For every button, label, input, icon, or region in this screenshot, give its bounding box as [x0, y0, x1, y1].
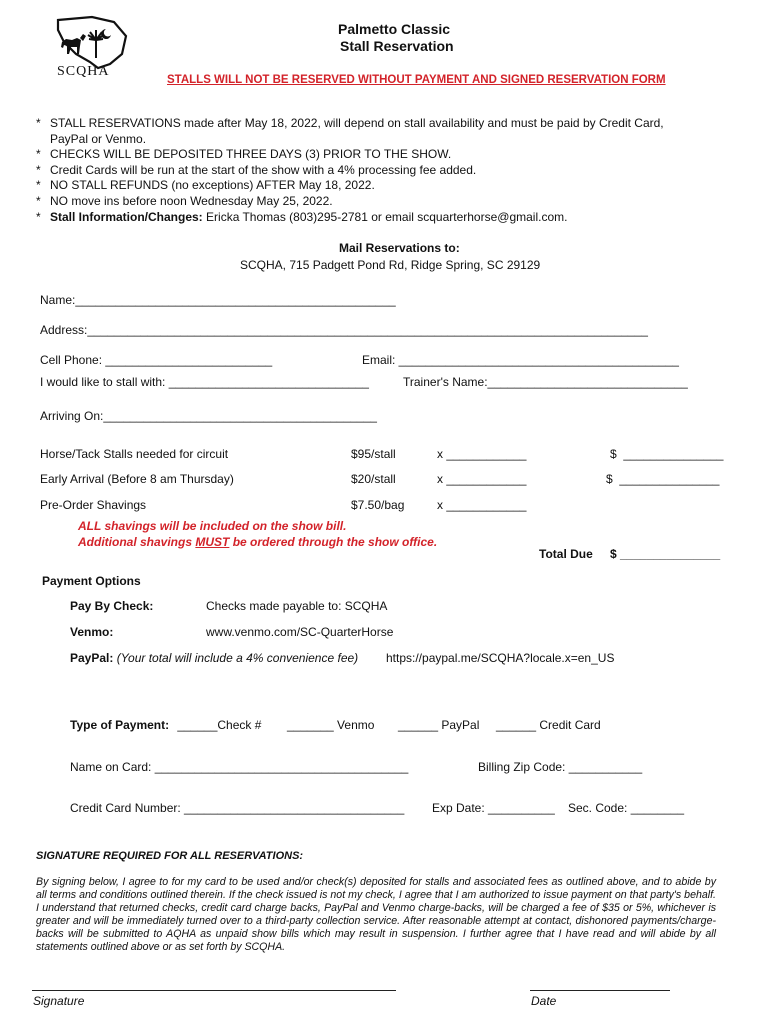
note-item: * NO move ins before noon Wednesday May 25, 2022.	[36, 193, 333, 208]
address-field[interactable]: Address:____________________________________________________________________________________	[40, 323, 648, 337]
notes-list	[36, 116, 676, 225]
form-subtitle: Stall Reservation	[340, 38, 454, 54]
stall-with-field[interactable]: I would like to stall with: ______________________________	[40, 375, 369, 389]
date-line[interactable]	[530, 990, 670, 991]
total-due-label: Total Due	[539, 547, 593, 561]
item-price: $7.50/bag	[351, 498, 405, 512]
item-qty-field[interactable]: x ____________	[437, 472, 527, 486]
date-label: Date	[531, 994, 557, 1008]
signature-line[interactable]	[32, 990, 396, 991]
contact-label: Stall Information/Changes:	[50, 209, 203, 224]
venmo-option-field[interactable]: _______ Venmo	[287, 718, 375, 732]
note-item: * STALL RESERVATIONS made after May 18, 2022, will depend on stall availability and must be paid by Credit Card, PayPal or Venmo.	[36, 116, 664, 146]
trainer-name-field[interactable]: Trainer's Name:______________________________	[403, 375, 688, 389]
contact-note: * Stall Information/Changes: Ericka Thomas (803)295-2781 or email scquarterhorse@gmail.com.	[36, 209, 568, 224]
signature-heading: SIGNATURE REQUIRED FOR ALL RESERVATIONS:	[36, 850, 304, 862]
total-due-field[interactable]: $ _______________	[610, 547, 721, 561]
sec-code-field[interactable]: Sec. Code: ________	[568, 801, 685, 815]
payment-options-heading: Payment Options	[42, 574, 141, 588]
email-field[interactable]: Email: __________________________________________	[362, 353, 679, 367]
item-total-field[interactable]: $ _______________	[610, 447, 724, 461]
paypal-row: PayPal: (Your total will include a 4% convenience fee)	[70, 651, 359, 665]
name-on-card-field[interactable]: Name on Card: ______________________________________	[70, 760, 409, 774]
shavings-note-line1: ALL shavings will be included on the show bill.	[78, 519, 347, 533]
pay-by-check-value: Checks made payable to: SCQHA	[206, 599, 388, 613]
terms-disclaimer: By signing below, I agree to for my card to be used and/or check(s) deposited for stalls and associated fees as outlined above, and to abide by all terms and conditions outlined therein. If the check issued is not my check, I agree that I am authorized to issue payment on that party's behalf. I understand that returned checks, credit card charge backs, PayPal and Venmo charge-backs, will be charged a fee of $35 or 5%, whichever is greater and will be immediately turned over to a third-party collection service. After reasonable attempt at contact, dishonored payments/charge-backs will be submitted to AQHA as unpaid show bills which may result in suspension. I further agree that I have read and will abide by all statements outlined above or as set forth by SCQHA.	[36, 876, 716, 954]
paypal-option-field[interactable]: ______ PayPal	[398, 718, 480, 732]
item-price: $95/stall	[351, 447, 396, 461]
item-qty-field[interactable]: x ____________	[437, 447, 527, 461]
type-of-payment-label: Type of Payment:	[70, 718, 170, 732]
credit-card-option-field[interactable]: ______ Credit Card	[496, 718, 601, 732]
cell-phone-field[interactable]: Cell Phone: _________________________	[40, 353, 273, 367]
note-item: * NO STALL REFUNDS (no exceptions) AFTER May 18, 2022.	[36, 178, 375, 193]
mail-label: Mail Reservations to:	[339, 241, 460, 255]
form-title: Palmetto Classic	[338, 21, 451, 37]
venmo-link[interactable]: www.venmo.com/SC-QuarterHorse	[206, 625, 394, 639]
item-label: Horse/Tack Stalls needed for circuit	[40, 447, 229, 461]
paypal-link[interactable]: https://paypal.me/SCQHA?locale.x=en_US	[386, 651, 615, 665]
note-item: * CHECKS WILL BE DEPOSITED THREE DAYS (3) PRIOR TO THE SHOW.	[36, 147, 452, 162]
item-label: Pre-Order Shavings	[40, 498, 147, 512]
must-emphasis: MUST	[195, 535, 230, 549]
note-item: * Credit Cards will be run at the start of the show with a 4% processing fee added.	[36, 162, 477, 177]
mail-address: SCQHA, 715 Padgett Pond Rd, Ridge Spring, SC 29129	[240, 258, 541, 272]
contact-text: Ericka Thomas (803)295-2781 or email scquarterhorse@gmail.com.	[202, 209, 568, 224]
item-total-field[interactable]: $ _______________	[606, 472, 720, 486]
check-option-field[interactable]: ______Check #	[174, 718, 262, 732]
item-qty-field[interactable]: x ____________	[437, 498, 527, 512]
item-price: $20/stall	[351, 472, 396, 486]
venmo-label: Venmo:	[70, 625, 114, 639]
arriving-on-field[interactable]: Arriving On:_________________________________________	[40, 409, 377, 423]
item-label: Early Arrival (Before 8 am Thursday)	[40, 472, 234, 486]
payment-warning: STALLS WILL NOT BE RESERVED WITHOUT PAYMENT AND SIGNED RESERVATION FORM	[167, 74, 666, 86]
pay-by-check-label: Pay By Check:	[70, 599, 154, 613]
card-number-field[interactable]: Credit Card Number: _________________________________	[70, 801, 405, 815]
logo-text: SCQHA	[57, 64, 110, 79]
shavings-note-line2: Additional shavings MUST be ordered through the show office.	[78, 535, 438, 549]
name-field[interactable]: Name:________________________________________________	[40, 293, 396, 307]
billing-zip-field[interactable]: Billing Zip Code: ___________	[478, 760, 643, 774]
signature-label: Signature	[33, 994, 85, 1008]
exp-date-field[interactable]: Exp Date: __________	[432, 801, 555, 815]
